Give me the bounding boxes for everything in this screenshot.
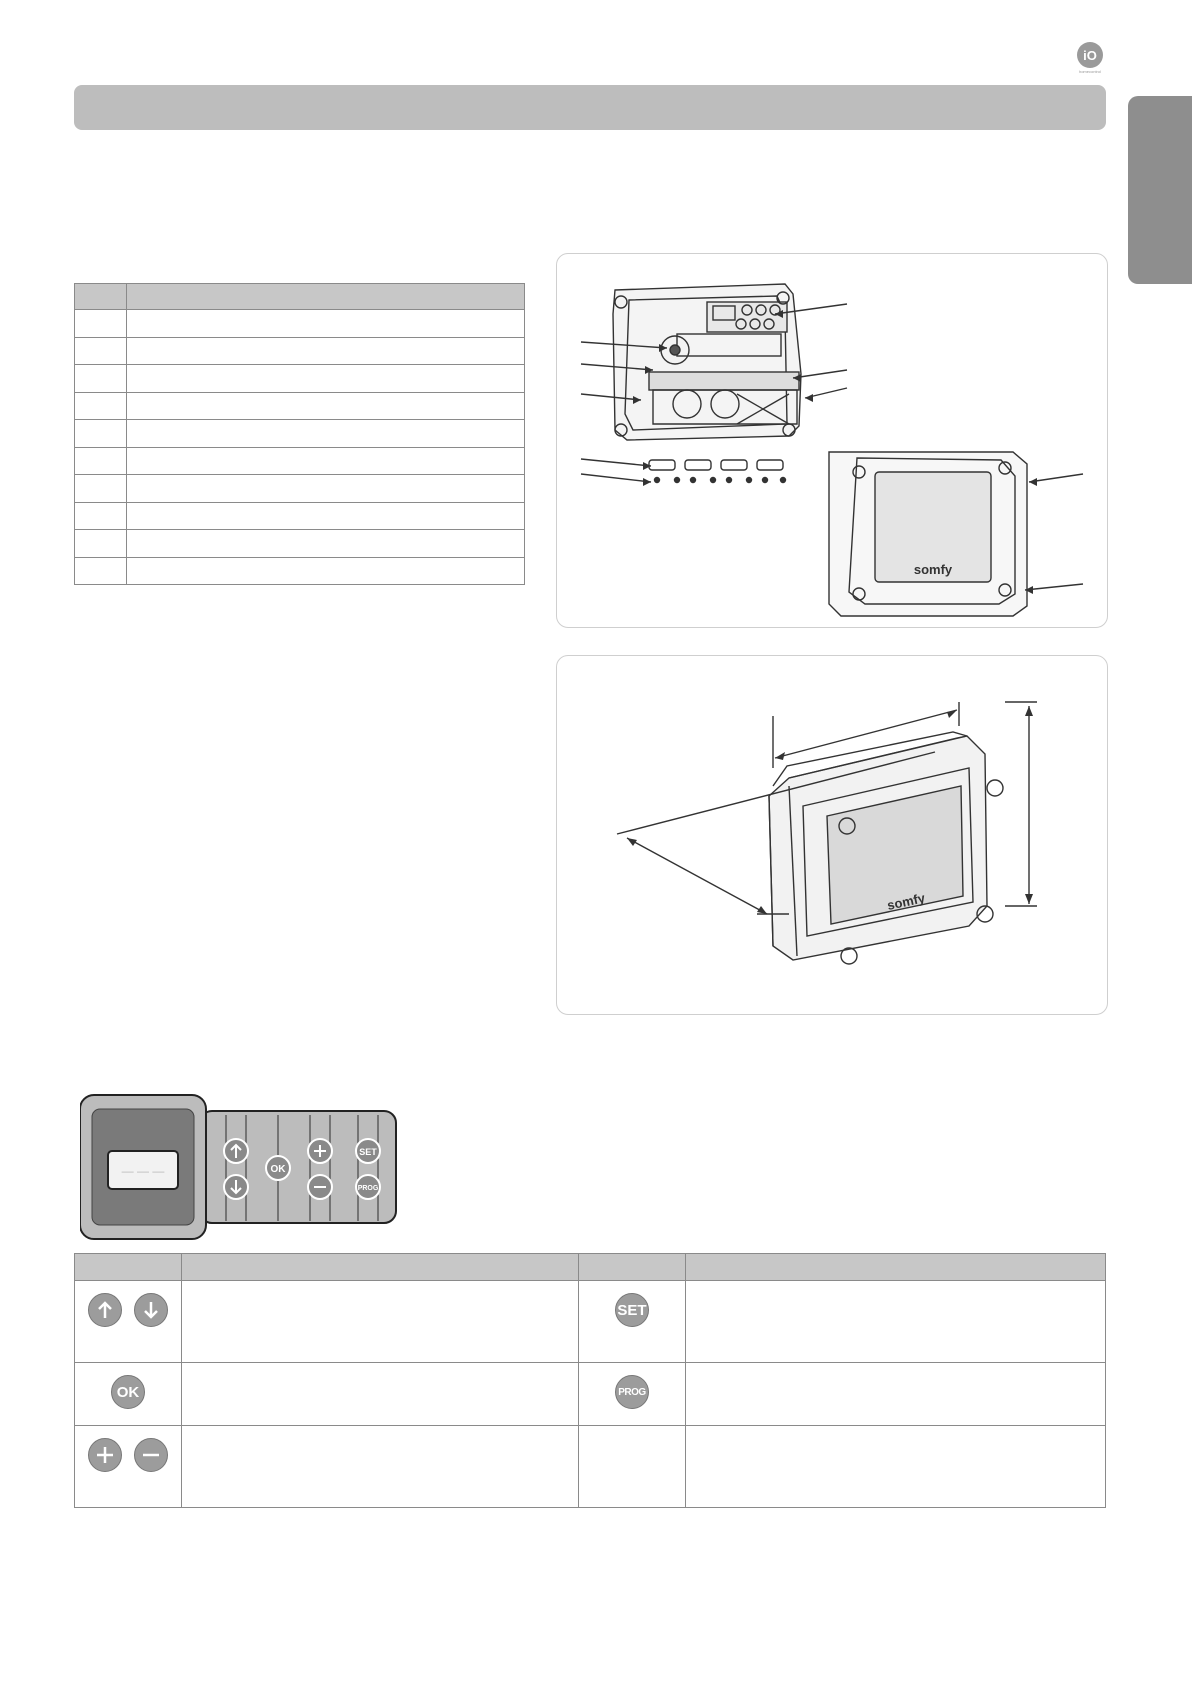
minus-icon <box>134 1438 168 1472</box>
table-row <box>75 365 525 393</box>
io-logo-subtext: homecontrol <box>1078 69 1101 74</box>
table-row <box>75 392 525 420</box>
table-row <box>75 420 525 448</box>
table-row <box>75 502 525 530</box>
prog-icon: PROG <box>615 1375 649 1409</box>
exploded-view-illustration <box>557 254 1107 627</box>
brand-label-box: somfy <box>885 890 927 913</box>
keys-table <box>74 1253 1106 1508</box>
arrow-down-icon <box>134 1293 168 1327</box>
section-title-bar <box>74 85 1106 130</box>
dimensions-panel <box>556 655 1108 1015</box>
keys-table-header <box>75 1254 1106 1281</box>
plus-icon <box>88 1438 122 1472</box>
keypad-prog-label: PROG <box>357 1185 379 1192</box>
keypad-display: — — — <box>121 1164 165 1178</box>
keypad-illustration <box>80 1093 398 1241</box>
keypad-set-label: SET <box>359 1147 377 1157</box>
parts-table <box>74 283 525 585</box>
table-row <box>75 1363 1106 1426</box>
arrow-up-icon <box>88 1293 122 1327</box>
table-row <box>75 475 525 503</box>
ok-icon: OK <box>111 1375 145 1409</box>
set-icon: SET <box>615 1293 649 1327</box>
table-row <box>75 1281 1106 1363</box>
table-row <box>75 447 525 475</box>
table-row <box>75 530 525 558</box>
language-side-tab <box>1128 96 1192 284</box>
table-row <box>75 1426 1106 1508</box>
io-logo-mark: iO <box>1077 42 1103 68</box>
parts-table-header <box>75 284 525 310</box>
table-row <box>75 310 525 338</box>
keypad-ok-label: OK <box>270 1164 286 1175</box>
io-homecontrol-logo <box>1075 42 1105 76</box>
table-row <box>75 337 525 365</box>
table-row <box>75 557 525 585</box>
exploded-view-panel <box>556 253 1108 628</box>
dimensions-illustration <box>557 656 1107 1014</box>
brand-label-lid: somfy <box>913 562 953 577</box>
